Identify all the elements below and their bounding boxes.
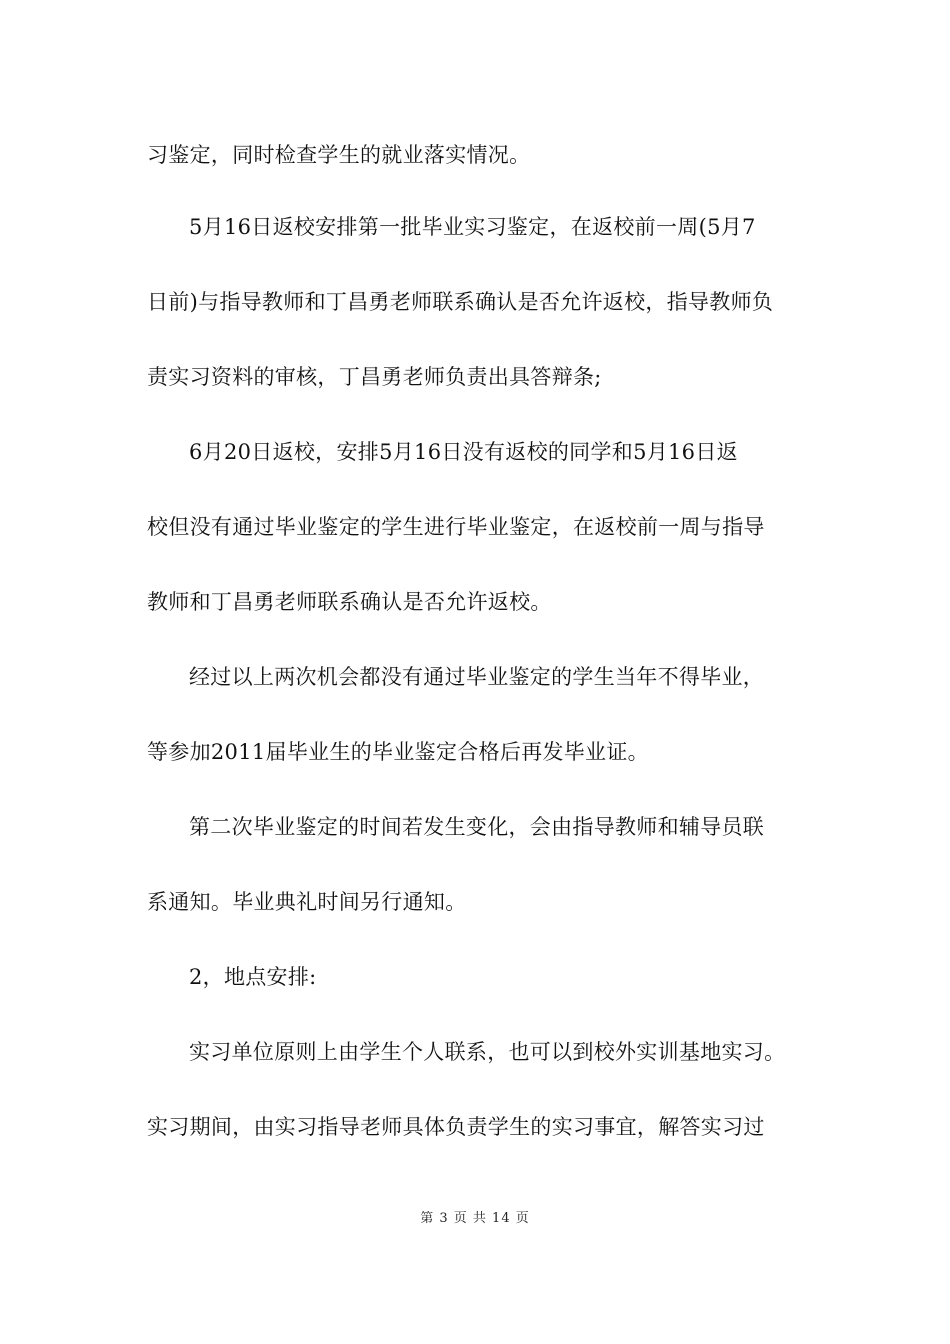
text-line: 第二次毕业鉴定的时间若发生变化，会由指导教师和辅导员联 (189, 815, 765, 839)
text-line: 5月16日返校安排第一批毕业实习鉴定，在返校前一周(5月7 (189, 215, 756, 239)
text-line: 实习单位原则上由学生个人联系，也可以到校外实训基地实习。 (189, 1040, 786, 1064)
text-line: 教师和丁昌勇老师联系确认是否允许返校。 (147, 590, 552, 614)
text-line: 实习期间，由实习指导老师具体负责学生的实习事宜，解答实习过 (147, 1115, 765, 1139)
page-number-footer: 第 3 页 共 14 页 (420, 1211, 530, 1226)
text-line: 校但没有通过毕业鉴定的学生进行毕业鉴定，在返校前一周与指导 (147, 515, 765, 539)
text-line: 习鉴定，同时检查学生的就业落实情况。 (147, 143, 531, 167)
section-heading: 2，地点安排: (189, 965, 317, 989)
text-line: 责实习资料的审核，丁昌勇老师负责出具答辩条; (147, 365, 602, 389)
text-line: 经过以上两次机会都没有通过毕业鉴定的学生当年不得毕业， (189, 665, 765, 689)
text-line: 6月20日返校，安排5月16日没有返校的同学和5月16日返 (189, 440, 738, 464)
text-line: 等参加2011届毕业生的毕业鉴定合格后再发毕业证。 (147, 740, 649, 764)
text-line: 日前)与指导教师和丁昌勇老师联系确认是否允许返校，指导教师负 (147, 290, 774, 314)
text-line: 系通知。毕业典礼时间另行通知。 (147, 890, 467, 914)
